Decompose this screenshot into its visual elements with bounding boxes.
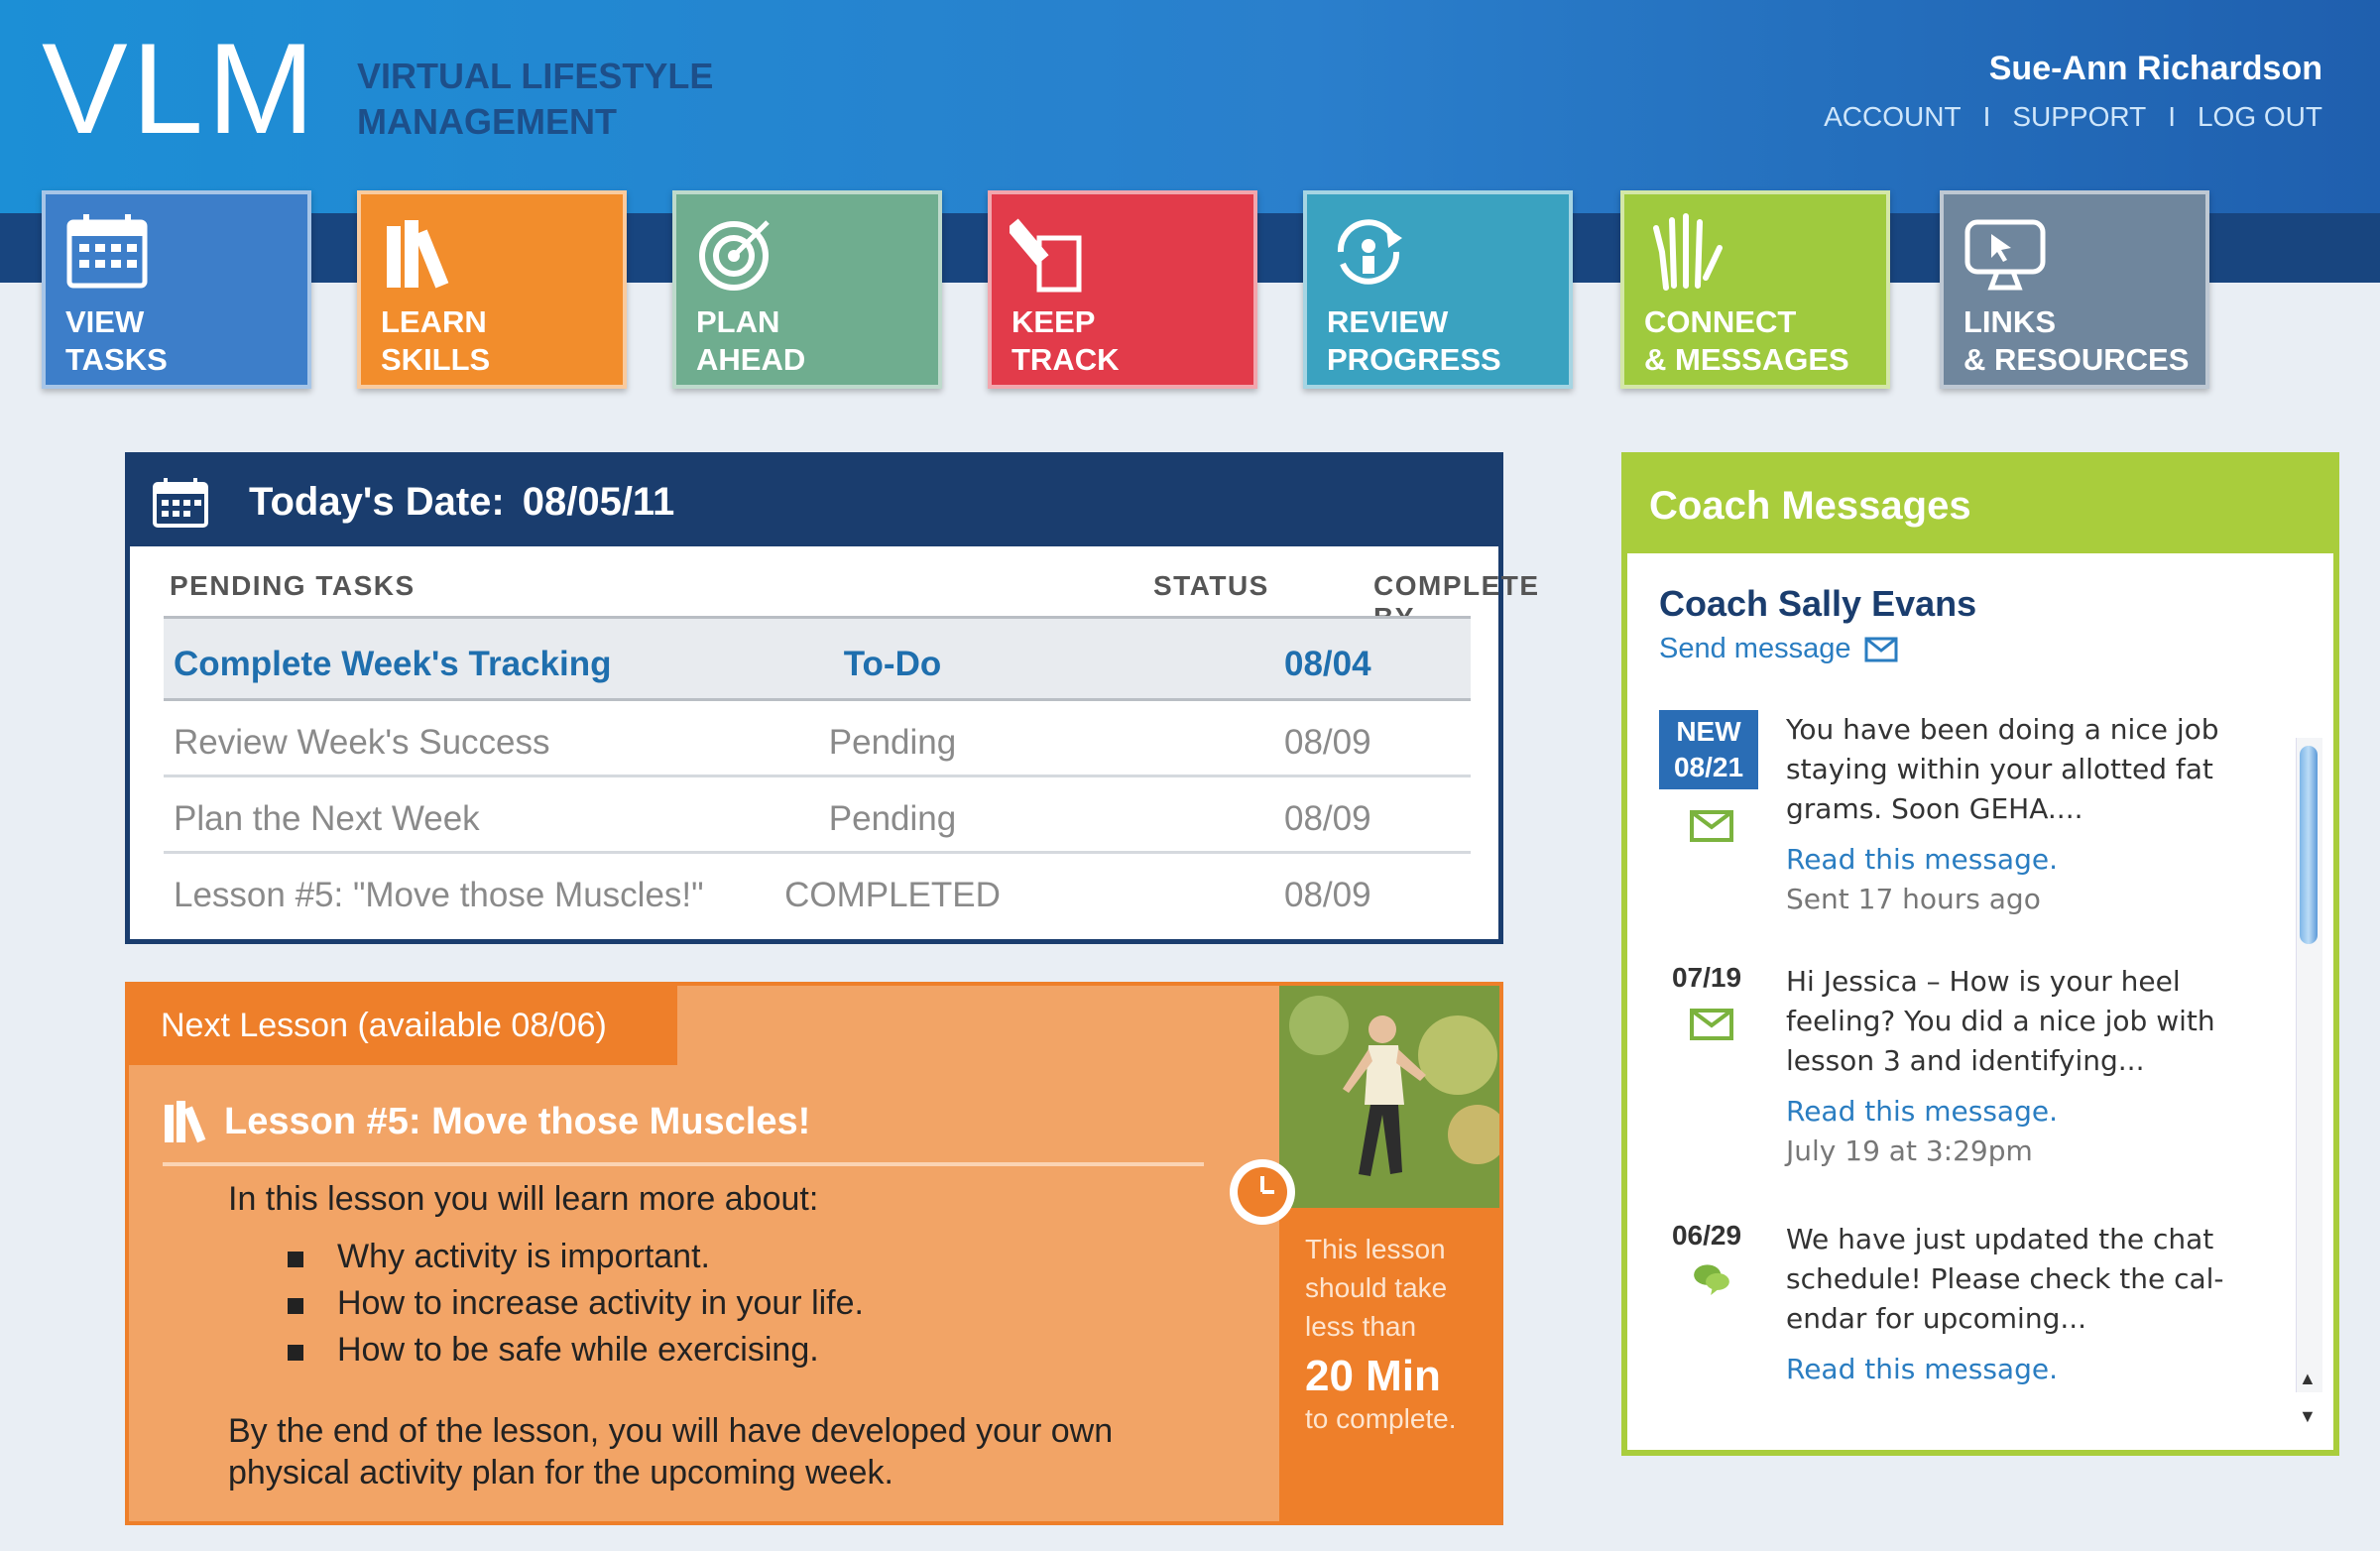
message-date: 07/19 [1671,962,1742,993]
table-row[interactable] [164,775,1471,851]
col-complete-by: COMPLETE [1373,570,1540,601]
tile-connect-messages[interactable] [1620,190,1890,389]
task-name[interactable]: Complete Week's Tracking [174,645,612,683]
task-name[interactable]: Plan the Next Week [174,799,480,838]
tile-label: CONNECT & MESSAGES [1644,304,1849,377]
tile-label: REVIEW PROGRESS [1327,304,1501,377]
lesson-title[interactable] [163,1095,1204,1166]
lesson-title-text[interactable]: Lesson #5: Move those Muscles! [224,1101,811,1142]
tasks-panel [125,452,1540,944]
read-message-link[interactable]: Read this message. [1786,1095,2058,1128]
monitor-icon [1962,208,2049,296]
tile-review-progress[interactable] [1303,190,1573,389]
tile-label: LEARN SKILLS [381,304,491,377]
tile-view-tasks[interactable] [42,190,311,389]
user-links [1824,101,2322,133]
duration-suffix: to complete. [1305,1403,1457,1434]
logo: VLM [42,16,319,161]
list-item: How to be safe while exercising. [288,1331,864,1377]
tagline-line2: MANAGEMENT [357,101,617,142]
tile-keep-track[interactable] [988,190,1257,389]
duration-text: This lesson should take less than [1305,1234,1448,1342]
col-pending-tasks: PENDING TASKS [170,570,416,601]
table-row[interactable] [164,851,1471,927]
books-icon [163,1095,208,1144]
envelope-icon [1689,809,1734,843]
message-sent-time: July 19 at 3:29pm [1786,1134,2033,1167]
link-separator: I [2168,101,2176,132]
header-bar [0,0,2380,213]
tile-links-resources[interactable] [1940,190,2209,389]
task-name[interactable]: Review Week's Success [174,723,550,762]
message-body: Hi Jessica – How is your heel feeling? You did a nice job with lesson 3 and identifying... [1786,965,2215,1077]
tile-label: PLAN AHEAD [696,304,806,377]
chat-bubble-icon [1689,1261,1734,1295]
runner-image [1279,986,1499,1208]
next-lesson-tab: Next Lesson (available 08/06) [129,986,677,1065]
coach-name: Coach Sally Evans [1659,583,1977,624]
link-separator: I [1982,101,1991,132]
table-row[interactable] [164,616,1471,701]
hand-icon [1642,208,1729,296]
support-link[interactable]: SUPPORT [2012,101,2147,132]
tile-label: LINKS & RESOURCES [1964,304,2190,377]
task-due: 08/09 [1284,876,1371,914]
duration-value: 20 Min [1305,1352,1441,1400]
tile-label: VIEW TASKS [65,304,168,377]
runner-photo [1279,986,1499,1208]
message-sent-time: Sent 17 hours ago [1786,883,2041,915]
target-icon [694,208,781,296]
pencil-icon [1010,208,1097,296]
message-body: We have just updated the chat schedule! Please check the cal-endar for upcoming... [1786,1223,2224,1335]
coach-messages-panel [1621,452,2339,1456]
tile-label: KEEP TRACK [1012,304,1120,377]
lesson-outro: By the end of the lesson, you will have developed your own physical activity plan for the upcoming week. [228,1412,1114,1491]
envelope-icon [1864,637,1898,662]
send-message-label[interactable]: Send message [1659,633,1851,664]
envelope-icon [1689,1008,1734,1041]
refresh-person-icon [1325,208,1412,296]
tasks-title: Today's Date: [249,479,505,524]
lesson-bullets [288,1238,864,1377]
scrollbar-thumb[interactable] [2300,746,2318,944]
table-row[interactable] [164,701,1471,775]
tile-plan-ahead[interactable] [672,190,942,389]
scroll-down-arrow-icon[interactable]: ▼ [2299,1406,2317,1426]
books-icon [379,208,466,296]
read-message-link[interactable]: Read this message. [1786,1353,2058,1385]
message-date: 08/21 [1673,752,1744,782]
task-due: 08/09 [1284,799,1371,838]
lesson-intro: In this lesson you will learn more about: [228,1180,819,1218]
clock-icon [1227,1156,1298,1228]
col-status: STATUS [1153,570,1269,601]
task-name[interactable]: Lesson #5: "Move those Muscles!" [174,876,704,914]
list-item: Why activity is important. [288,1238,864,1284]
tasks-date: 08/05/11 [522,479,675,524]
user-name: Sue-Ann Richardson [1988,50,2322,87]
read-message-link[interactable]: Read this message. [1786,843,2058,876]
send-message-link[interactable] [1659,633,1898,665]
task-status: Pending [828,799,957,838]
task-status: Pending [828,723,957,762]
tagline-line1: VIRTUAL LIFESTYLE [357,56,714,96]
new-badge [1659,710,1758,789]
message-date: 06/29 [1671,1220,1742,1251]
tasks-header [130,457,1498,546]
account-link[interactable]: ACCOUNT [1824,101,1962,132]
tile-learn-skills[interactable] [357,190,627,389]
task-due: 08/04 [1284,645,1371,683]
tasks-column-header [130,546,1540,616]
task-status: To-Do [843,645,942,683]
scroll-up-arrow-icon[interactable]: ▲ [2299,1369,2317,1388]
task-status: COMPLETED [784,876,1001,914]
coach-title: Coach Messages [1627,458,2333,553]
logout-link[interactable]: LOG OUT [2197,101,2322,132]
list-item: How to increase activity in your life. [288,1284,864,1331]
message-body: You have been doing a nice job staying within your allotted fat grams. Soon GEHA.... [1786,713,2219,825]
badge-new: NEW [1676,716,1741,747]
next-lesson-panel [125,982,1503,1525]
task-due: 08/09 [1284,723,1371,762]
lesson-duration-box [1279,1208,1499,1525]
calendar-icon [63,208,151,296]
calendar-icon [152,476,209,528]
tagline [357,54,713,145]
